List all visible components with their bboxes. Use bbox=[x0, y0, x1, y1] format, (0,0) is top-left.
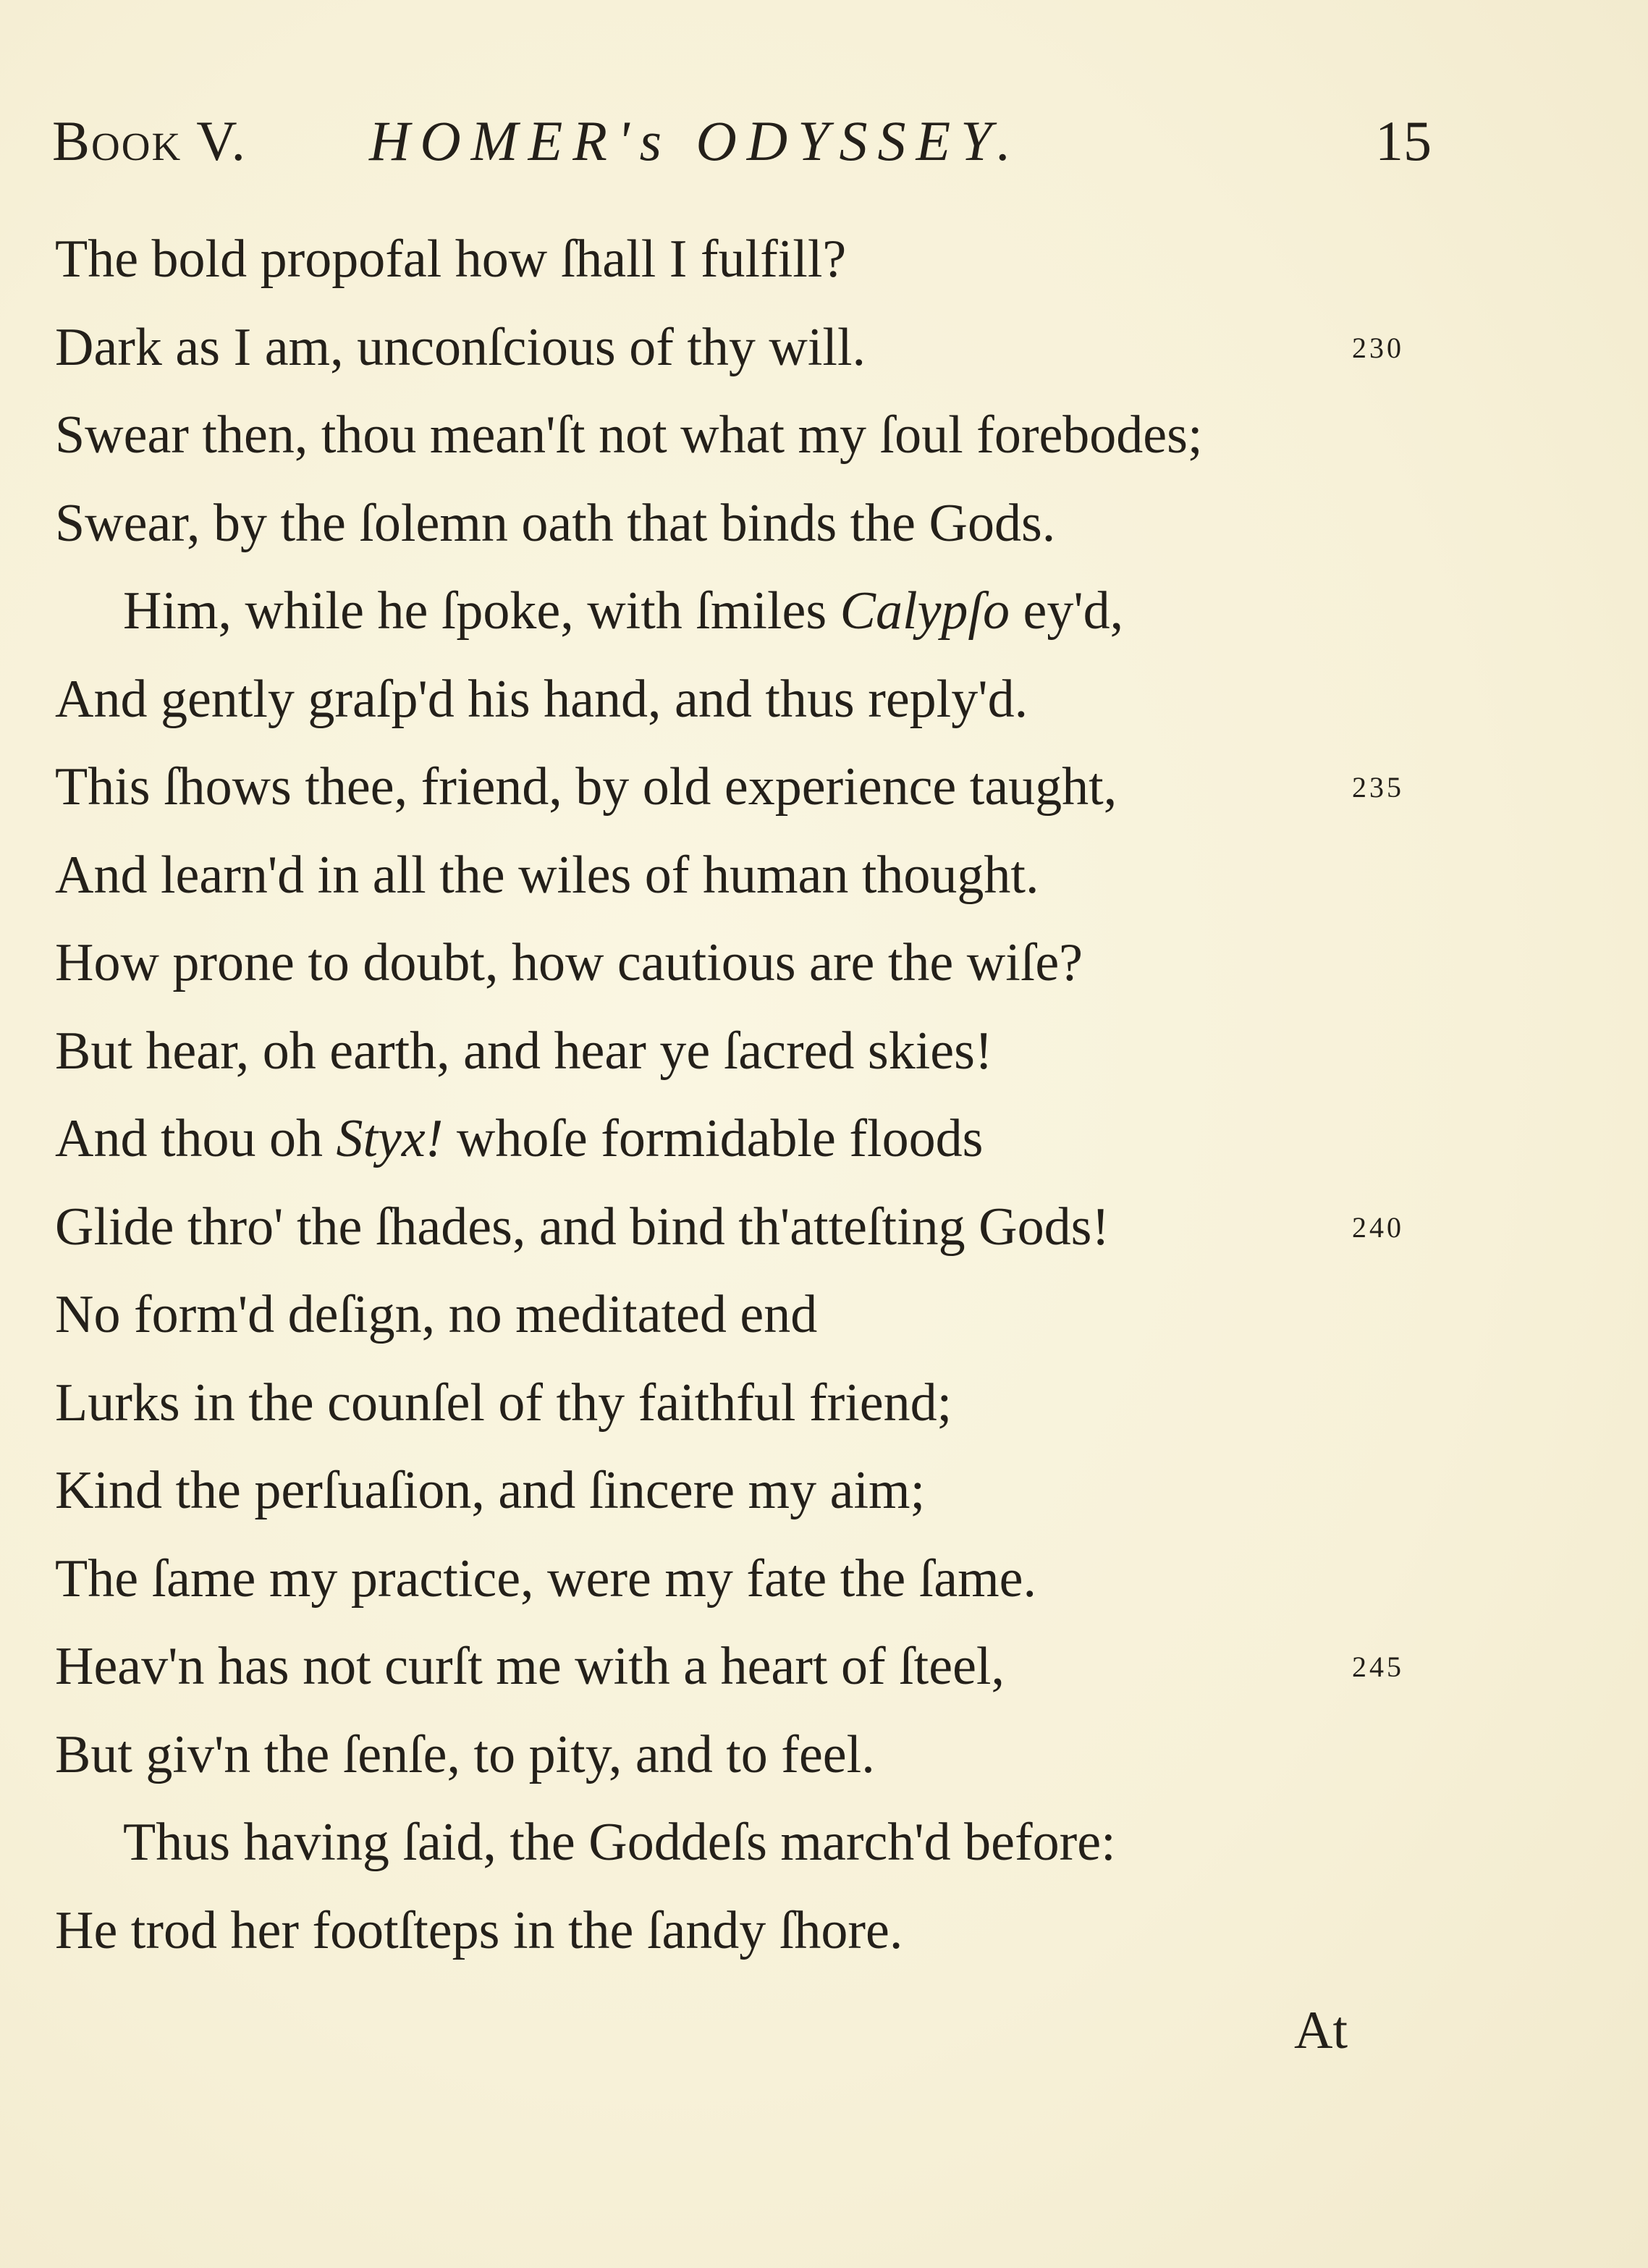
line-number: 230 bbox=[1352, 331, 1404, 364]
catchword: At bbox=[1294, 2001, 1348, 2060]
verse-text: Thus having ſaid, the Goddeſs march'd before: bbox=[123, 1813, 1116, 1872]
verse-text: Dark as I am, unconſcious of thy will. bbox=[55, 317, 866, 377]
italic-name: Calypſo bbox=[840, 581, 1010, 641]
verse-text: Swear, by the ſolemn oath that binds the Gods. bbox=[55, 493, 1056, 553]
verse-text: He trod her footſteps in the ſandy ſhore. bbox=[55, 1900, 903, 1960]
verse-line bbox=[0, 919, 1648, 1008]
verse-text: The ſame my practice, were my fate the ſame. bbox=[55, 1548, 1036, 1609]
verse-line bbox=[0, 1535, 1648, 1624]
verse-line bbox=[0, 216, 1648, 304]
verse-line bbox=[0, 1447, 1648, 1535]
verse-line bbox=[0, 568, 1648, 656]
verse-line bbox=[0, 832, 1648, 920]
verse-text: And thou oh Styx! whoſe formidable floods bbox=[55, 1109, 984, 1168]
verse-text: But giv'n the ſenſe, to pity, and to feel. bbox=[55, 1724, 875, 1784]
italic-name: Styx! bbox=[336, 1109, 444, 1168]
verse-line bbox=[0, 1271, 1648, 1359]
verse-line bbox=[0, 1359, 1648, 1448]
verse-text: How prone to doubt, how cautious are the wiſe? bbox=[55, 933, 1083, 992]
running-title: HOMER's ODYSSEY. bbox=[369, 109, 1021, 172]
verse-line bbox=[0, 743, 1648, 832]
line-number: 240 bbox=[1352, 1210, 1404, 1244]
verse-text: Swear then, thou mean'ſt not what my ſoul forebodes; bbox=[55, 405, 1203, 465]
verse-line bbox=[0, 656, 1648, 744]
page-number: 15 bbox=[1375, 109, 1432, 172]
line-number: 235 bbox=[1352, 771, 1404, 804]
verse-line bbox=[0, 392, 1648, 480]
verse-line bbox=[0, 1887, 1648, 1976]
verse-text: No form'd deſign, no meditated end bbox=[55, 1285, 818, 1344]
verse-text: Kind the perſuaſion, and ſincere my aim; bbox=[55, 1461, 926, 1520]
verse-text: But hear, oh earth, and hear ye ſacred skies! bbox=[55, 1021, 993, 1081]
verse-line bbox=[0, 1184, 1648, 1272]
verse-line bbox=[0, 480, 1648, 568]
verse-line bbox=[0, 1711, 1648, 1800]
verse-text: Lurks in the counſel of thy faithful friend; bbox=[55, 1373, 952, 1433]
verse-text: And learn'd in all the wiles of human thought. bbox=[55, 845, 1039, 905]
verse-line bbox=[0, 304, 1648, 392]
running-header bbox=[0, 101, 1648, 181]
verse-text: Glide thro' the ſhades, and bind th'atteſting Gods! bbox=[55, 1197, 1110, 1257]
verse-text: And gently graſp'd his hand, and thus reply'd. bbox=[55, 669, 1028, 729]
verse-line bbox=[0, 1008, 1648, 1096]
verse-line bbox=[0, 1799, 1648, 1887]
verse-text: This ſhows thee, friend, by old experience taught, bbox=[55, 757, 1117, 817]
verse-text: Him, while he ſpoke, with ſmiles Calypſo ey'd, bbox=[123, 581, 1124, 641]
verse-line bbox=[0, 1095, 1648, 1184]
verse-block bbox=[0, 216, 1648, 1975]
verse-text: Heav'n has not curſt me with a heart of ſteel, bbox=[55, 1637, 1005, 1696]
verse-line bbox=[0, 1623, 1648, 1711]
line-number: 245 bbox=[1352, 1651, 1404, 1683]
book-label: Book V. bbox=[52, 109, 248, 172]
verse-text: The bold propofal how ſhall I fulfill? bbox=[55, 229, 847, 289]
